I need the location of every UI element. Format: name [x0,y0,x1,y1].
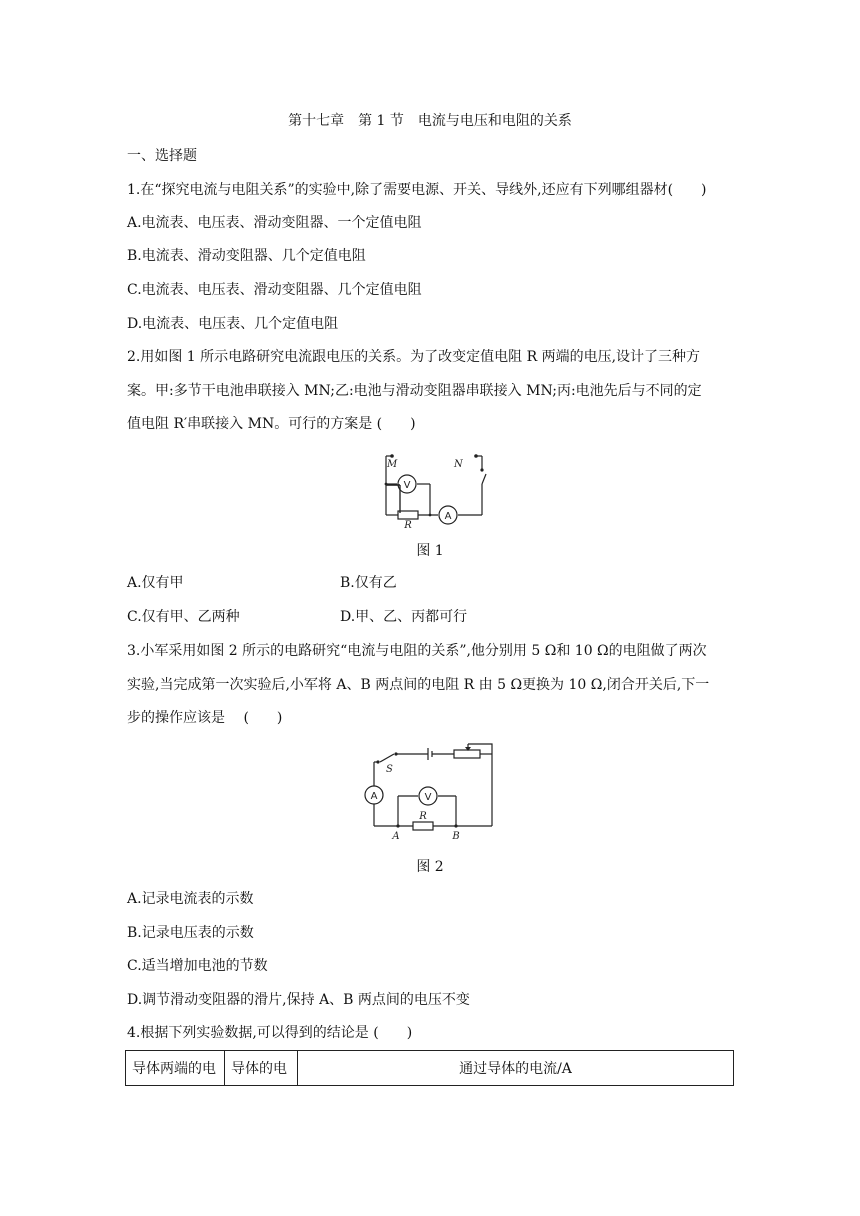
page-title: 第十七章 第 1 节 电流与电压和电阻的关系 [288,113,572,129]
question-3-stem-line-2: 实验,当完成第一次实验后,小军将 A、B 两点间的电阻 R 由 5 Ω更换为 10 Ω,闭合开关后,下一 [127,677,710,693]
resistor-r [413,822,433,830]
question-2-stem-line-3: 值电阻 R′串联接入 MN。可行的方案是 ( ) [127,416,416,432]
question-2-stem-line-2: 案。甲:多节干电池串联接入 MN;乙:电池与滑动变阻器串联接入 MN;丙:电池先后与不同的定 [127,383,702,399]
table-header-resistance: 导体的电 [225,1051,298,1086]
ammeter-label: A [444,511,452,522]
question-3-option-c: C.适当增加电池的节数 [127,958,268,974]
table-header-current: 通过导体的电流/A [298,1051,734,1086]
resistor-label: R [419,811,427,822]
question-2-option-c: C.仅有甲、乙两种 [127,609,240,625]
switch-s-blade [380,754,394,762]
question-1-option-a: A.电流表、电压表、滑动变阻器、一个定值电阻 [127,215,422,231]
label-m: M [387,459,398,470]
question-3-stem-line-3: 步的操作应该是 ( ) [127,710,283,726]
question-1-option-d: D.电流表、电压表、几个定值电阻 [127,316,339,332]
figure-1-caption: 图 1 [416,543,444,559]
rheostat-body [454,750,480,758]
question-3-option-d: D.调节滑动变阻器的滑片,保持 A、B 两点间的电压不变 [127,992,470,1008]
question-3-option-a: A.记录电流表的示数 [127,891,254,907]
point-b-dot [454,824,457,827]
section-heading: 一、选择题 [127,148,197,164]
terminal-m-dot [390,454,394,458]
question-1-stem: 1.在“探究电流与电阻关系”的实验中,除了需要电源、开关、导线外,还应有下列哪组器材( ) [127,182,707,198]
label-n: N [454,459,463,470]
question-3-stem-line-1: 3.小军采用如图 2 所示的电路研究“电流与电阻的关系”,他分别用 5 Ω和 10 Ω的电阻做了两次 [127,643,707,659]
switch-blade [482,474,486,484]
question-2-option-d: D.甲、乙、丙都可行 [340,609,468,625]
circuit-diagram-figure-2 [358,742,502,840]
question-4-stem: 4.根据下列实验数据,可以得到的结论是 ( ) [127,1025,413,1041]
table-header-voltage: 导体两端的电 [126,1051,225,1086]
figure-2-caption: 图 2 [416,859,444,875]
voltmeter-label: V [424,792,432,803]
resistor-label: R [404,520,412,528]
table-header-row [126,1051,734,1086]
switch-label: S [386,764,393,775]
voltmeter-label: V [403,480,411,491]
point-a-dot [396,824,399,827]
question-1-option-b: B.电流表、滑动变阻器、几个定值电阻 [127,248,366,264]
resistor-r [398,511,418,519]
question-1-option-c: C.电流表、电压表、滑动变阻器、几个定值电阻 [127,282,422,298]
point-b-label: B [452,831,460,840]
terminal-n-dot [474,454,478,458]
question-2-option-b: B.仅有乙 [340,575,397,591]
data-table [125,1050,734,1086]
point-a-label: A [392,831,400,840]
question-2-option-a: A.仅有甲 [127,575,184,591]
question-3-option-b: B.记录电压表的示数 [127,925,254,941]
ammeter-label: A [370,791,378,802]
circuit-diagram-figure-1 [360,446,500,528]
question-2-stem-line-1: 2.用如图 1 所示电路研究电流跟电压的关系。为了改变定值电阻 R 两端的电压,设计了三种方 [127,349,701,365]
